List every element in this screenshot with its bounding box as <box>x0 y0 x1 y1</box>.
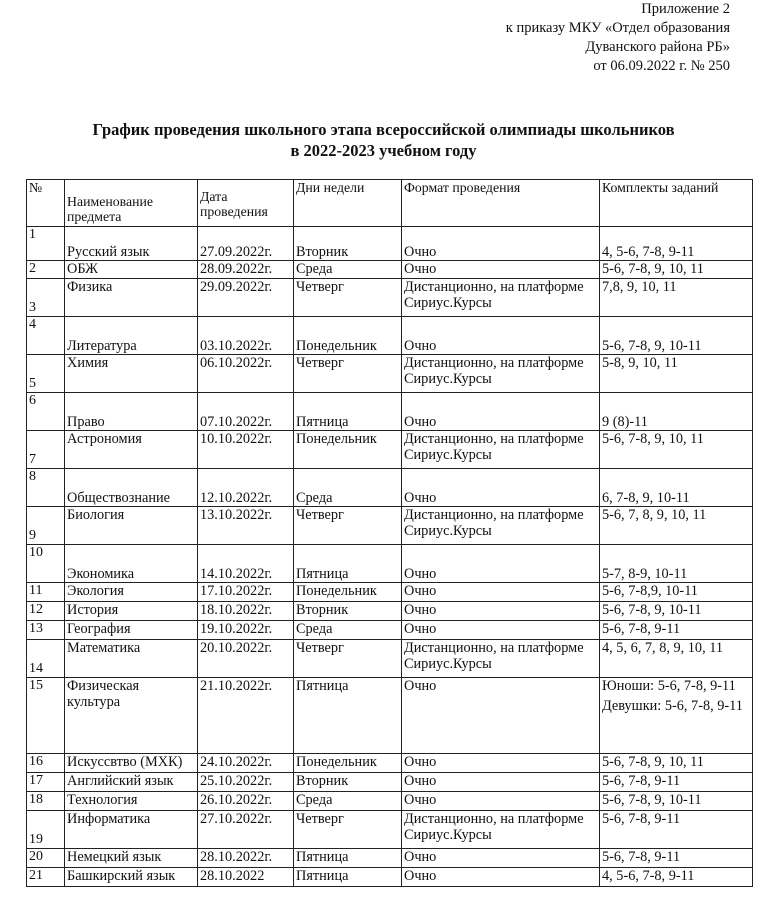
order-date: от 06.09.2022 г. № 250 <box>593 58 730 74</box>
task-kits-cell: 5-6, 7-8, 9, 10-11 <box>600 792 753 811</box>
task-kits-cell: 5-7, 8-9, 10-11 <box>600 545 753 583</box>
row-number: 20 <box>27 849 65 868</box>
table-row <box>27 811 753 849</box>
row-number: 4 <box>27 317 65 355</box>
format-cell: Очно <box>402 583 600 602</box>
format-cell: Очно <box>402 678 600 754</box>
format-cell: Очно <box>402 227 600 261</box>
row-number: 14 <box>27 640 65 678</box>
date-cell: 28.10.2022 <box>198 868 294 887</box>
row-number: 16 <box>27 754 65 773</box>
format-cell: Очно <box>402 545 600 583</box>
weekday-cell: Пятница <box>294 849 402 868</box>
task-kits-cell: 5-6, 7, 8, 9, 10, 11 <box>600 507 753 545</box>
row-number: 12 <box>27 602 65 621</box>
col-header-date: Дата проведения <box>198 180 294 227</box>
subject-cell: Экономика <box>65 545 198 583</box>
subject-cell: Немецкий язык <box>65 849 198 868</box>
date-cell: 03.10.2022г. <box>198 317 294 355</box>
row-number: 19 <box>27 811 65 849</box>
weekday-cell: Среда <box>294 621 402 640</box>
format-cell: Дистанционно, на платформе Сириус.Курсы <box>402 279 600 317</box>
col-header-subject: Наименование предмета <box>65 180 198 227</box>
row-number: 5 <box>27 355 65 393</box>
subject-cell: Башкирский язык <box>65 868 198 887</box>
weekday-cell: Среда <box>294 261 402 279</box>
document-subtitle: в 2022-2023 учебном году <box>290 141 477 160</box>
task-kits-cell: 5-6, 7-8, 9-11 <box>600 621 753 640</box>
table-row <box>27 773 753 792</box>
row-number: 6 <box>27 393 65 431</box>
format-cell: Очно <box>402 317 600 355</box>
table-row <box>27 227 753 261</box>
date-cell: 12.10.2022г. <box>198 469 294 507</box>
format-cell: Очно <box>402 469 600 507</box>
date-cell: 28.09.2022г. <box>198 261 294 279</box>
weekday-cell: Четверг <box>294 507 402 545</box>
appendix-number: Приложение 2 <box>641 1 730 17</box>
format-cell: Очно <box>402 602 600 621</box>
date-cell: 24.10.2022г. <box>198 754 294 773</box>
row-number: 15 <box>27 678 65 754</box>
olympiad-schedule-table <box>26 179 753 887</box>
row-number: 1 <box>27 227 65 261</box>
format-cell: Очно <box>402 393 600 431</box>
col-header-day: Дни недели <box>294 180 402 227</box>
task-kits-cell: 4, 5, 6, 7, 8, 9, 10, 11 <box>600 640 753 678</box>
subject-cell: История <box>65 602 198 621</box>
col-header-format: Формат проведения <box>402 180 600 227</box>
table-row <box>27 621 753 640</box>
task-kits-cell: 4, 5-6, 7-8, 9-11 <box>600 868 753 887</box>
table-row <box>27 261 753 279</box>
row-number: 17 <box>27 773 65 792</box>
document-title: График проведения школьного этапа всероссийской олимпиады школьников <box>92 120 675 139</box>
date-cell: 19.10.2022г. <box>198 621 294 640</box>
task-kits-cell: 5-6, 7-8, 9, 10, 11 <box>600 754 753 773</box>
format-cell: Очно <box>402 868 600 887</box>
table-row <box>27 507 753 545</box>
date-cell: 17.10.2022г. <box>198 583 294 602</box>
format-cell: Очно <box>402 754 600 773</box>
date-cell: 10.10.2022г. <box>198 431 294 469</box>
table-row <box>27 602 753 621</box>
format-cell: Дистанционно, на платформе Сириус.Курсы <box>402 811 600 849</box>
order-appendix-header <box>300 0 730 76</box>
row-number: 13 <box>27 621 65 640</box>
task-kits-cell: 5-6, 7-8, 9, 10-11 <box>600 317 753 355</box>
weekday-cell: Пятница <box>294 545 402 583</box>
task-kits-cell: 6, 7-8, 9, 10-11 <box>600 469 753 507</box>
row-number: 11 <box>27 583 65 602</box>
date-cell: 06.10.2022г. <box>198 355 294 393</box>
weekday-cell: Четверг <box>294 811 402 849</box>
weekday-cell: Понедельник <box>294 583 402 602</box>
table-row <box>27 279 753 317</box>
row-number: 7 <box>27 431 65 469</box>
weekday-cell: Четверг <box>294 279 402 317</box>
table-row <box>27 678 753 754</box>
table-row <box>27 849 753 868</box>
col-header-num: № <box>27 180 65 227</box>
subject-cell: Право <box>65 393 198 431</box>
format-cell: Дистанционно, на платформе Сириус.Курсы <box>402 431 600 469</box>
row-number: 3 <box>27 279 65 317</box>
format-cell: Очно <box>402 773 600 792</box>
table-row <box>27 317 753 355</box>
kits-boys: Юноши: 5-6, 7-8, 9-11 <box>602 678 736 694</box>
table-row <box>27 754 753 773</box>
weekday-cell: Понедельник <box>294 431 402 469</box>
format-cell: Дистанционно, на платформе Сириус.Курсы <box>402 640 600 678</box>
kits-girls: Девушки: 5-6, 7-8, 9-11 <box>602 698 743 714</box>
task-kits-cell: 5-6, 7-8, 9-11 <box>600 811 753 849</box>
task-kits-cell: 5-6, 7-8, 9, 10, 11 <box>600 261 753 279</box>
task-kits-cell: 9 (8)-11 <box>600 393 753 431</box>
date-cell: 13.10.2022г. <box>198 507 294 545</box>
table-row <box>27 583 753 602</box>
format-cell: Очно <box>402 621 600 640</box>
department-name: Дуванского района РБ» <box>585 39 730 55</box>
task-kits-cell: 5-6, 7-8, 9, 10, 11 <box>600 431 753 469</box>
format-cell: Очно <box>402 792 600 811</box>
table-row <box>27 393 753 431</box>
subject-cell: ОБЖ <box>65 261 198 279</box>
row-number: 2 <box>27 261 65 279</box>
subject-cell: География <box>65 621 198 640</box>
weekday-cell: Пятница <box>294 868 402 887</box>
task-kits-cell: 5-6, 7-8, 9-11 <box>600 773 753 792</box>
subject-cell: Английский язык <box>65 773 198 792</box>
row-number: 10 <box>27 545 65 583</box>
subject-cell: Обществознание <box>65 469 198 507</box>
format-cell: Дистанционно, на платформе Сириус.Курсы <box>402 507 600 545</box>
task-kits-cell <box>600 678 753 754</box>
subject-cell: Математика <box>65 640 198 678</box>
date-cell: 28.10.2022г. <box>198 849 294 868</box>
date-cell: 26.10.2022г. <box>198 792 294 811</box>
date-cell: 07.10.2022г. <box>198 393 294 431</box>
row-number: 21 <box>27 868 65 887</box>
row-number: 8 <box>27 469 65 507</box>
table-row <box>27 431 753 469</box>
table-row <box>27 355 753 393</box>
weekday-cell: Пятница <box>294 678 402 754</box>
table-header-row <box>27 180 753 227</box>
date-cell: 14.10.2022г. <box>198 545 294 583</box>
row-number: 18 <box>27 792 65 811</box>
weekday-cell: Среда <box>294 469 402 507</box>
subject-cell: Химия <box>65 355 198 393</box>
subject-cell: Информатика <box>65 811 198 849</box>
weekday-cell: Среда <box>294 792 402 811</box>
schedule-rows <box>27 227 753 887</box>
task-kits-cell: 5-8, 9, 10, 11 <box>600 355 753 393</box>
row-number: 9 <box>27 507 65 545</box>
subject-cell: Технология <box>65 792 198 811</box>
date-cell: 27.09.2022г. <box>198 227 294 261</box>
date-cell: 18.10.2022г. <box>198 602 294 621</box>
subject-cell: Астрономия <box>65 431 198 469</box>
subject-cell: Русский язык <box>65 227 198 261</box>
table-row <box>27 792 753 811</box>
weekday-cell: Вторник <box>294 602 402 621</box>
subject-cell: Физика <box>65 279 198 317</box>
task-kits-cell: 5-6, 7-8, 9, 10-11 <box>600 602 753 621</box>
date-cell: 27.10.2022г. <box>198 811 294 849</box>
subject-cell: Физическая культура <box>65 678 198 754</box>
date-cell: 21.10.2022г. <box>198 678 294 754</box>
weekday-cell: Пятница <box>294 393 402 431</box>
table-row <box>27 640 753 678</box>
weekday-cell: Понедельник <box>294 754 402 773</box>
task-kits-cell: 4, 5-6, 7-8, 9-11 <box>600 227 753 261</box>
subject-cell: Биология <box>65 507 198 545</box>
date-cell: 29.09.2022г. <box>198 279 294 317</box>
order-reference: к приказу МКУ «Отдел образования <box>505 20 730 36</box>
table-row <box>27 469 753 507</box>
date-cell: 25.10.2022г. <box>198 773 294 792</box>
weekday-cell: Вторник <box>294 773 402 792</box>
task-kits-cell: 5-6, 7-8,9, 10-11 <box>600 583 753 602</box>
weekday-cell: Четверг <box>294 640 402 678</box>
table-row <box>27 545 753 583</box>
weekday-cell: Вторник <box>294 227 402 261</box>
format-cell: Очно <box>402 849 600 868</box>
task-kits-cell: 7,8, 9, 10, 11 <box>600 279 753 317</box>
weekday-cell: Четверг <box>294 355 402 393</box>
subject-cell: Литература <box>65 317 198 355</box>
subject-cell: Искуссвтво (МХК) <box>65 754 198 773</box>
task-kits-cell: 5-6, 7-8, 9-11 <box>600 849 753 868</box>
date-cell: 20.10.2022г. <box>198 640 294 678</box>
col-header-kits: Комплекты заданий <box>600 180 753 227</box>
format-cell: Дистанционно, на платформе Сириус.Курсы <box>402 355 600 393</box>
format-cell: Очно <box>402 261 600 279</box>
table-row <box>27 868 753 887</box>
weekday-cell: Понедельник <box>294 317 402 355</box>
subject-cell: Экология <box>65 583 198 602</box>
